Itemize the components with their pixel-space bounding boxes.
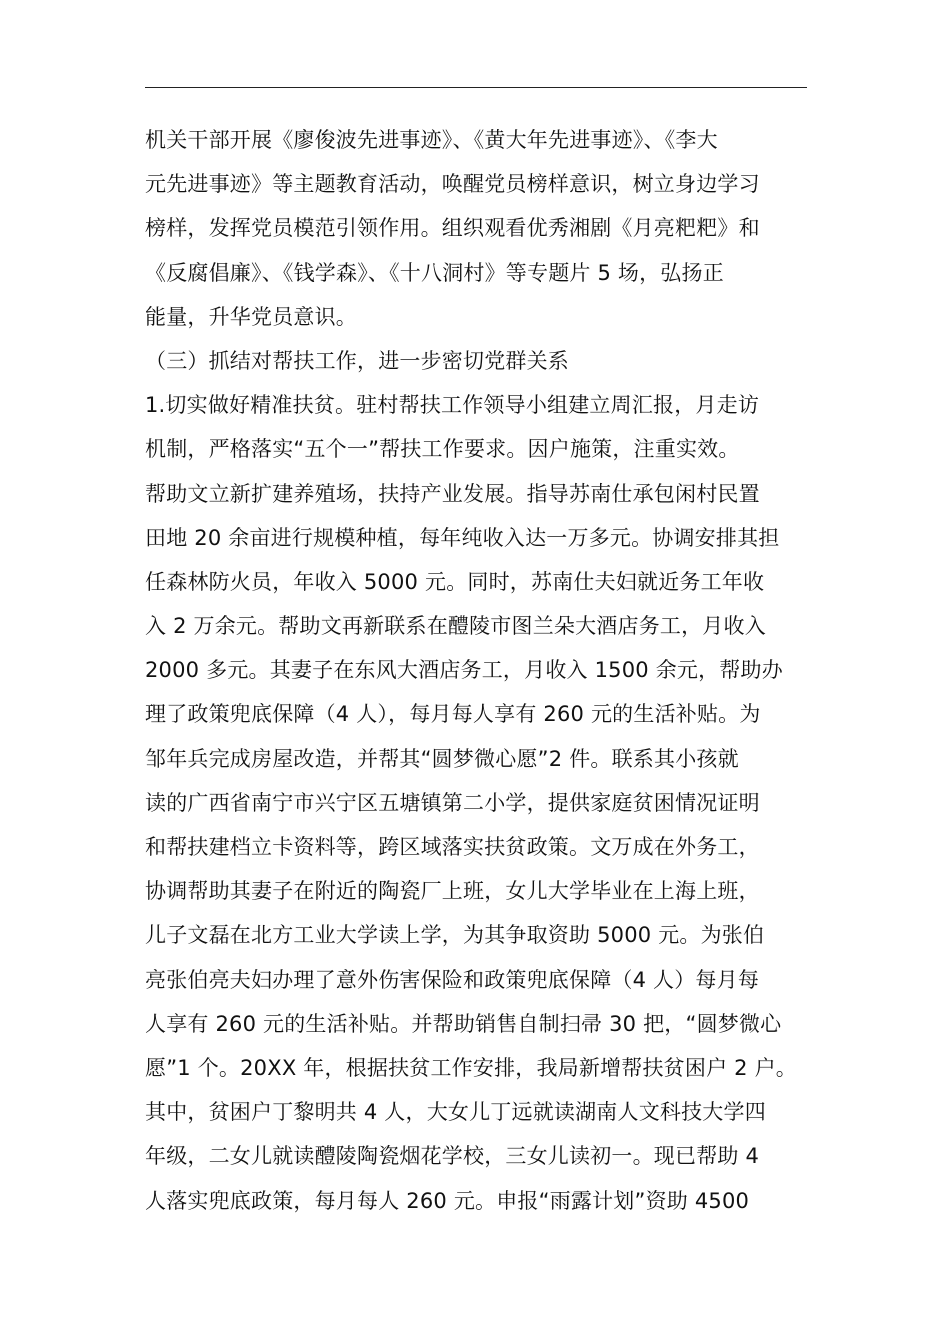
header-rule	[145, 87, 807, 88]
text-line: 田地 20 余亩进行规模种植，每年纯收入达一万多元。协调安排其担	[145, 525, 780, 550]
text-line: 邹年兵完成房屋改造，并帮其“圆梦微心愿”2 件。联系其小孩就	[145, 746, 739, 771]
text-line: 协调帮助其妻子在附近的陶瓷厂上班，女儿大学毕业在上海上班，	[145, 879, 760, 904]
body-text	[145, 118, 835, 1223]
text-line: 2000 多元。其妻子在东风大酒店务工，月收入 1500 余元，帮助办	[145, 658, 783, 683]
text-line: 读的广西省南宁市兴宁区五塘镇第二小学，提供家庭贫困情况证明	[145, 790, 760, 815]
text-line: 儿子文磊在北方工业大学读上学，为其争取资助 5000 元。为张伯	[145, 923, 765, 948]
text-line: 入 2 万余元。帮助文再新联系在醴陵市图兰朵大酒店务工，月收入	[145, 614, 766, 639]
text-line: 年级，二女儿就读醴陵陶瓷烟花学校，三女儿读初一。现已帮助 4	[145, 1144, 760, 1169]
text-line: 帮助文立新扩建养殖场，扶持产业发展。指导苏南仕承包闲村民置	[145, 481, 760, 506]
text-line: 愿”1 个。20XX 年，根据扶贫工作安排，我局新增帮扶贫困户 2 户。	[145, 1055, 797, 1080]
text-line: 人享有 260 元的生活补贴。并帮助销售自制扫帚 30 把，“圆梦微心	[145, 1011, 782, 1036]
text-line: 和帮扶建档立卡资料等，跨区域落实扶贫政策。文万成在外务工，	[145, 835, 760, 859]
text-line: 理了政策兜底保障（4 人），每月每人享有 260 元的生活补贴。为	[145, 702, 761, 727]
text-line: 机制，严格落实“五个一”帮扶工作要求。因户施策，注重实效。	[145, 437, 740, 462]
text-line: 元先进事迹》等主题教育活动，唤醒党员榜样意识，树立身边学习	[145, 172, 760, 197]
text-line: 《反腐倡廉》、《钱学森》、《十八洞村》等专题片 5 场，弘扬正	[145, 260, 724, 285]
text-line: 亮张伯亮夫妇办理了意外伤害保险和政策兜底保障（4 人）每月每	[145, 967, 760, 992]
section-heading: （三）抓结对帮扶工作，进一步密切党群关系	[145, 348, 569, 373]
text-line: 任森林防火员，年收入 5000 元。同时，苏南仕夫妇就近务工年收	[145, 569, 765, 594]
text-line: 榜样，发挥党员模范引领作用。组织观看优秀湘剧《月亮粑粑》和	[145, 216, 760, 241]
text-line: 其中，贫困户丁黎明共 4 人，大女儿丁远就读湖南人文科技大学四	[145, 1100, 766, 1125]
text-line: 1.切实做好精准扶贫。驻村帮扶工作领导小组建立周汇报，月走访	[145, 393, 760, 418]
text-line: 机关干部开展《廖俊波先进事迹》、《黄大年先进事迹》、《李大	[145, 128, 718, 152]
text-line: 能量，升华党员意识。	[145, 304, 357, 329]
text-line: 人落实兜底政策，每月每人 260 元。申报“雨露计划”资助 4500	[145, 1188, 750, 1213]
